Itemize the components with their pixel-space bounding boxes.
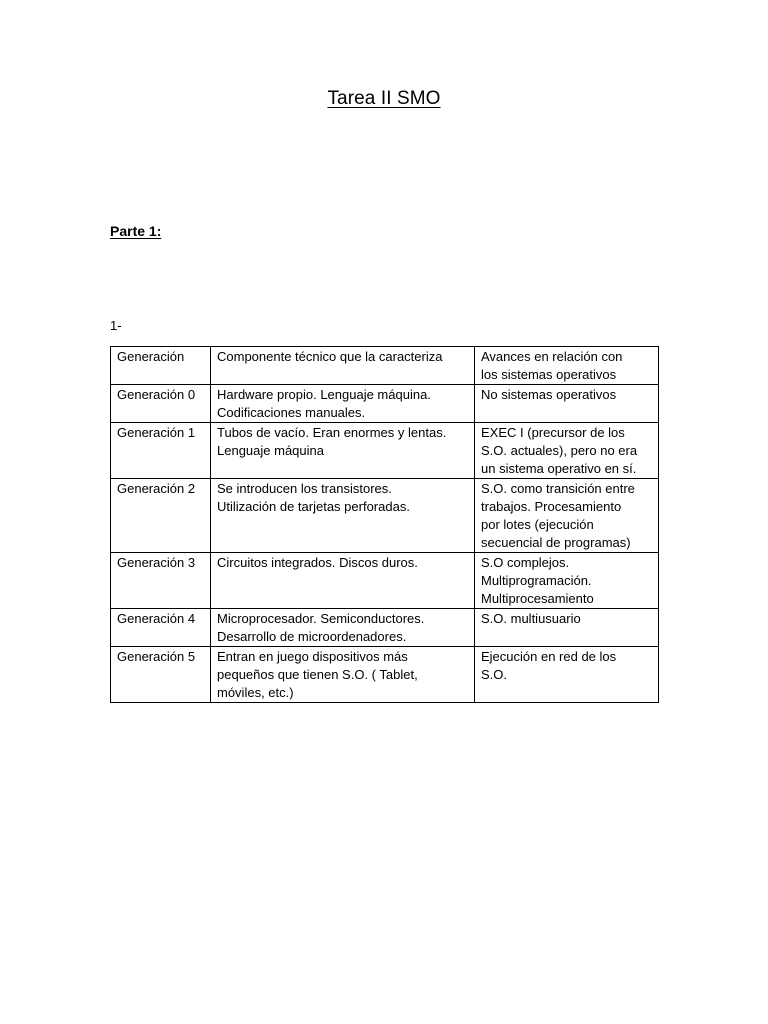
item-number: 1- [110, 318, 122, 333]
table-cell: Generación 3 [111, 553, 211, 609]
table-cell: S.O. como transición entre trabajos. Procesamiento por lotes (ejecución secuencial de programas) [475, 479, 659, 553]
table-header-row [111, 347, 659, 385]
table-cell: Microprocesador. Semiconductores. Desarrollo de microordenadores. [211, 609, 475, 647]
table-cell: Generación 1 [111, 423, 211, 479]
table-cell: Tubos de vacío. Eran enormes y lentas. Lenguaje máquina [211, 423, 475, 479]
table-cell: Generación 4 [111, 609, 211, 647]
header-cell-advances: Avances en relación con los sistemas operativos [475, 347, 659, 385]
table-row [111, 609, 659, 647]
generations-table [110, 346, 659, 703]
table-row [111, 647, 659, 703]
section-heading: Parte 1: [110, 223, 162, 239]
table-cell: S.O. multiusuario [475, 609, 659, 647]
table-cell: Generación 2 [111, 479, 211, 553]
table-cell: Ejecución en red de los S.O. [475, 647, 659, 703]
table-row [111, 553, 659, 609]
document-title: Tarea II SMO [327, 88, 441, 109]
table-cell: EXEC I (precursor de los S.O. actuales), pero no era un sistema operativo en sí. [475, 423, 659, 479]
table-cell: Entran en juego dispositivos más pequeños que tienen S.O. ( Tablet, móviles, etc.) [211, 647, 475, 703]
header-cell-generation: Generación [111, 347, 211, 385]
table-cell: No sistemas operativos [475, 385, 659, 423]
table-row [111, 479, 659, 553]
table-cell: Hardware propio. Lenguaje máquina. Codificaciones manuales. [211, 385, 475, 423]
table-cell: Se introducen los transistores. Utilización de tarjetas perforadas. [211, 479, 475, 553]
table-row [111, 385, 659, 423]
table-cell: S.O complejos. Multiprogramación. Multiprocesamiento [475, 553, 659, 609]
table-cell: Circuitos integrados. Discos duros. [211, 553, 475, 609]
table-row [111, 423, 659, 479]
table-cell: Generación 5 [111, 647, 211, 703]
table-cell: Generación 0 [111, 385, 211, 423]
header-cell-component: Componente técnico que la caracteriza [211, 347, 475, 385]
